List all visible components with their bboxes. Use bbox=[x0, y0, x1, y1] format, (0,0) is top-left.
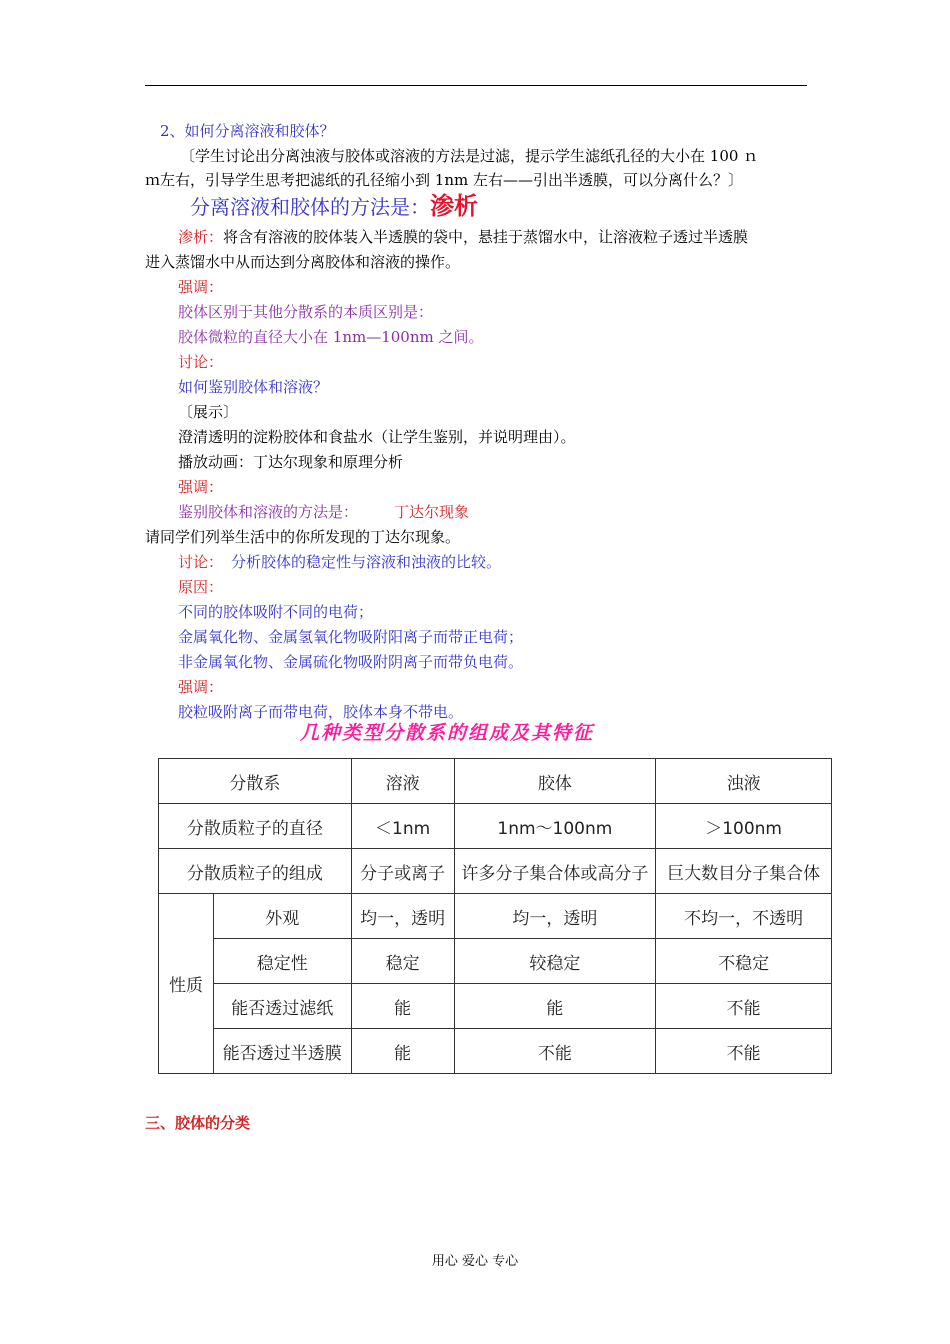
table-row bbox=[159, 1029, 832, 1074]
table-row bbox=[159, 804, 832, 849]
tyndall-highlight: 丁达尔现象 bbox=[394, 503, 470, 521]
definition-text: 将含有溶液的胶体装入半透膜的袋中，悬挂于蒸馏水中，让溶液粒子透过半透膜 bbox=[223, 228, 749, 246]
table-cell: 稳定 bbox=[351, 939, 454, 984]
table-cell: 不稳定 bbox=[656, 939, 832, 984]
emphasis-line: 胶体微粒的直径大小在 1nm—100nm 之间。 bbox=[178, 328, 484, 346]
reason-label: 原因： bbox=[178, 578, 224, 596]
table-header-cell: 浊液 bbox=[656, 759, 832, 804]
table-cell: 稳定性 bbox=[213, 939, 351, 984]
table-cell: 能 bbox=[351, 1029, 454, 1074]
table-cell: 分散质粒子的组成 bbox=[159, 849, 352, 894]
discussion-text: 分析胶体的稳定性与溶液和浊液的比较。 bbox=[231, 553, 502, 571]
table-cell: 不能 bbox=[656, 1029, 832, 1074]
table-cell: 不均一，不透明 bbox=[656, 894, 832, 939]
table-cell: 能否透过滤纸 bbox=[213, 984, 351, 1029]
paragraph-line: ｍ左右，引导学生思考把滤纸的孔径缩小到 1nm 左右——引出半透膜，可以分离什么？〕 bbox=[145, 171, 743, 189]
table-cell: 能 bbox=[351, 984, 454, 1029]
dispersion-table bbox=[158, 758, 832, 1074]
paragraph-line: 〔学生讨论出分离浊液与胶体或溶液的方法是过滤，提示学生滤纸孔径的大小在 100 ｎ bbox=[180, 147, 759, 165]
table-cell: 外观 bbox=[213, 894, 351, 939]
header-rule bbox=[145, 85, 807, 86]
table-cell: 能否透过半透膜 bbox=[213, 1029, 351, 1074]
emphasis-label: 强调： bbox=[178, 678, 224, 696]
table-header-cell: 溶液 bbox=[351, 759, 454, 804]
definition-line bbox=[178, 228, 748, 246]
definition-term: 渗析： bbox=[178, 228, 224, 246]
table-title: 几种类型分散系的组成及其特征 bbox=[300, 722, 595, 744]
method-highlight: 渗析 bbox=[430, 191, 478, 220]
table-cell: 巨大数目分子集合体 bbox=[656, 849, 832, 894]
discussion-line bbox=[178, 553, 501, 571]
table-cell: 许多分子集合体或高分子 bbox=[454, 849, 656, 894]
table-cell: 分子或离子 bbox=[351, 849, 454, 894]
table-cell: 均一，透明 bbox=[454, 894, 656, 939]
discussion-label: 讨论： bbox=[178, 353, 224, 371]
table-cell: 1nm～100nm bbox=[454, 804, 656, 849]
paragraph-line: 进入蒸馏水中从而达到分离胶体和溶液的操作。 bbox=[145, 253, 461, 271]
table-cell: 不能 bbox=[454, 1029, 656, 1074]
paragraph-line: 播放动画：丁达尔现象和原理分析 bbox=[178, 453, 404, 471]
discussion-label: 讨论： bbox=[178, 553, 224, 571]
method-line bbox=[178, 503, 469, 521]
page-footer: 用心 爱心 专心 bbox=[431, 1254, 519, 1269]
reason-line: 不同的胶体吸附不同的电荷； bbox=[178, 603, 374, 621]
method-line-label: 鉴别胶体和溶液的方法是： bbox=[178, 503, 359, 521]
table-cell: ＞100nm bbox=[656, 804, 832, 849]
table-row bbox=[159, 849, 832, 894]
table-cell: ＜1nm bbox=[351, 804, 454, 849]
table-header-cell: 分散系 bbox=[159, 759, 352, 804]
table-cell: 较稳定 bbox=[454, 939, 656, 984]
paragraph-line: 请同学们列举生活中的你所发现的丁达尔现象。 bbox=[145, 528, 461, 546]
table-row bbox=[159, 939, 832, 984]
table-header-cell: 胶体 bbox=[454, 759, 656, 804]
method-heading-label: 分离溶液和胶体的方法是： bbox=[190, 195, 430, 219]
table-cell: 能 bbox=[454, 984, 656, 1029]
section-heading: 三、胶体的分类 bbox=[145, 1114, 251, 1132]
table-cell: 不能 bbox=[656, 984, 832, 1029]
emphasis-label: 强调： bbox=[178, 278, 224, 296]
table-group-cell: 性质 bbox=[159, 894, 214, 1074]
reason-line: 非金属氧化物、金属硫化物吸附阴离子而带负电荷。 bbox=[178, 653, 524, 671]
paragraph-line: 澄清透明的淀粉胶体和食盐水（让学生鉴别，并说明理由）。 bbox=[178, 428, 576, 446]
emphasis-label: 强调： bbox=[178, 478, 224, 496]
table-row bbox=[159, 894, 832, 939]
table-cell: 均一，透明 bbox=[351, 894, 454, 939]
method-heading bbox=[190, 191, 478, 220]
emphasis-line: 胶粒吸附离子而带电荷，胶体本身不带电。 bbox=[178, 703, 464, 721]
emphasis-line: 胶体区别于其他分散系的本质区别是： bbox=[178, 303, 434, 321]
table-cell: 分散质粒子的直径 bbox=[159, 804, 352, 849]
paragraph-line: 〔展示〕 bbox=[178, 403, 239, 421]
reason-line: 金属氧化物、金属氢氧化物吸附阳离子而带正电荷； bbox=[178, 628, 524, 646]
discussion-question: 如何鉴别胶体和溶液？ bbox=[178, 378, 329, 396]
table-row bbox=[159, 759, 832, 804]
table-row bbox=[159, 984, 832, 1029]
question-heading: 2、如何分离溶液和胶体？ bbox=[160, 122, 335, 140]
